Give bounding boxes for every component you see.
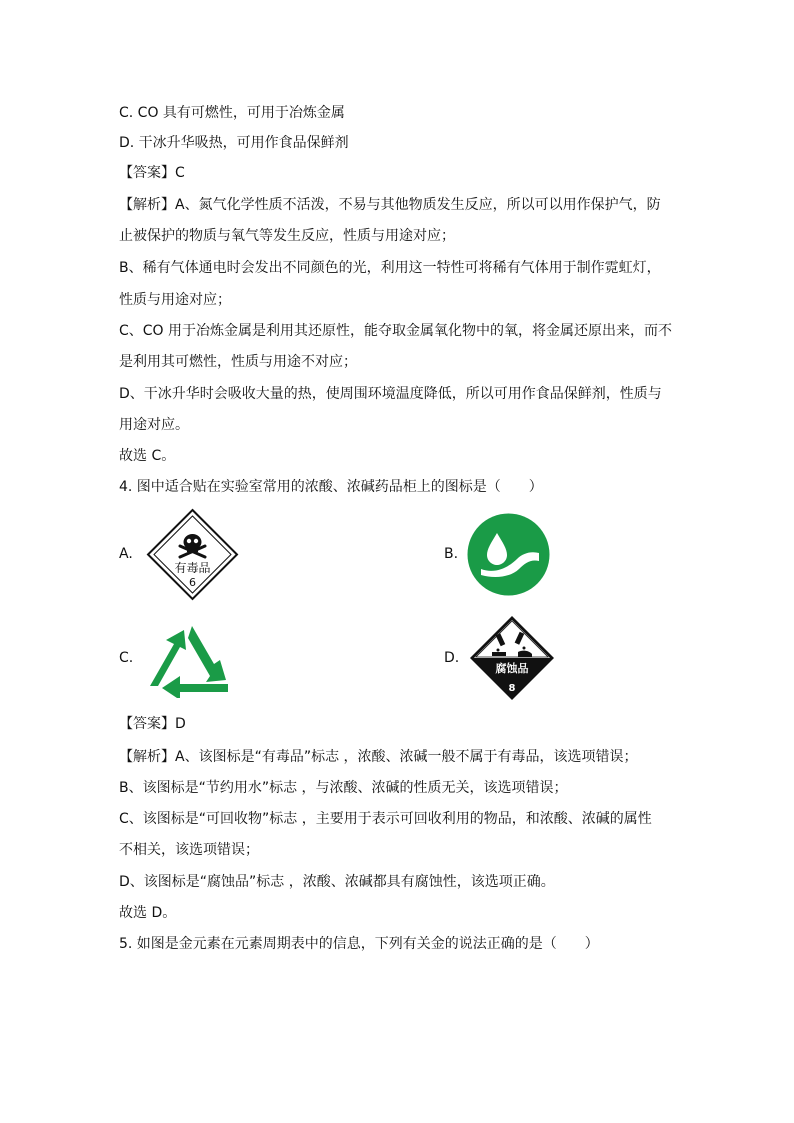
toxic-sign-number: 6: [189, 576, 196, 589]
corrosive-sign-number: 8: [508, 683, 516, 694]
analysis-3-line-7: D、干冰升华时会吸收大量的热，使周围环境温度降低，所以可用作食品保鲜剂，性质与: [119, 386, 662, 402]
corrosive-sign-text: 腐蚀品: [495, 662, 529, 675]
option-d-text: D. 干冰升华吸热，可用作食品保鲜剂: [119, 135, 349, 151]
option-b-label: B.: [444, 546, 459, 562]
analysis-4-line-3: C、该图标是“可回收物”标志 ，主要用于表示可回收利用的物品，和浓酸、浓碱的属性: [119, 811, 652, 827]
option-d-label: D.: [444, 650, 460, 666]
analysis-3-line-4: 性质与用途对应；: [119, 292, 231, 308]
corrosive-sign-icon: [468, 614, 556, 702]
question-4: 4. 图中适合贴在实验室常用的浓酸、浓碱药品柜上的图标是（ ）: [119, 479, 543, 495]
save-water-sign-icon: [467, 513, 550, 596]
conclusion-4: 故选 D。: [119, 905, 177, 921]
conclusion-3: 故选 C。: [119, 448, 176, 464]
analysis-4-line-2: B、该图标是“节约用水”标志 ，与浓酸、浓碱的性质无关，该选项错误；: [119, 780, 568, 796]
option-a-label: A.: [119, 546, 133, 562]
analysis-3-line-5: C、CO 用于冶炼金属是利用其还原性，能夺取金属氧化物中的氧，将金属还原出来，而不: [119, 323, 673, 339]
option-c-label: C.: [119, 650, 134, 666]
toxic-sign-icon: [146, 508, 239, 601]
analysis-3-line-3: B、稀有气体通电时会发出不同颜色的光，利用这一特性可将稀有气体用于制作霓虹灯，: [119, 260, 661, 276]
option-c-text: C. CO 具有可燃性，可用于冶炼金属: [119, 105, 345, 121]
analysis-3-line-1: 【解析】A、氮气化学性质不活泼，不易与其他物质发生反应，所以可以用作保护气，防: [119, 197, 661, 213]
analysis-3-line-8: 用途对应。: [119, 417, 189, 433]
analysis-4-line-5: D、该图标是“腐蚀品”标志 ，浓酸、浓碱都具有腐蚀性，该选项正确。: [119, 874, 555, 890]
analysis-3-line-6: 是利用其可燃性，性质与用途不对应；: [119, 354, 357, 370]
analysis-3-line-2: 止被保护的物质与氧气等发生反应，性质与用途对应；: [119, 228, 455, 244]
question-5: 5. 如图是金元素在元素周期表中的信息，下列有关金的说法正确的是（ ）: [119, 936, 599, 952]
toxic-sign-text: 有毒品: [174, 561, 211, 575]
analysis-4-line-1: 【解析】A、该图标是“有毒品”标志 ，浓酸、浓碱一般不属于有毒品，该选项错误；: [119, 749, 638, 765]
answer-3: 【答案】C: [119, 165, 185, 181]
answer-4: 【答案】D: [119, 716, 186, 732]
recycle-sign-icon: [144, 616, 232, 698]
analysis-4-line-4: 不相关，该选项错误；: [119, 842, 259, 858]
